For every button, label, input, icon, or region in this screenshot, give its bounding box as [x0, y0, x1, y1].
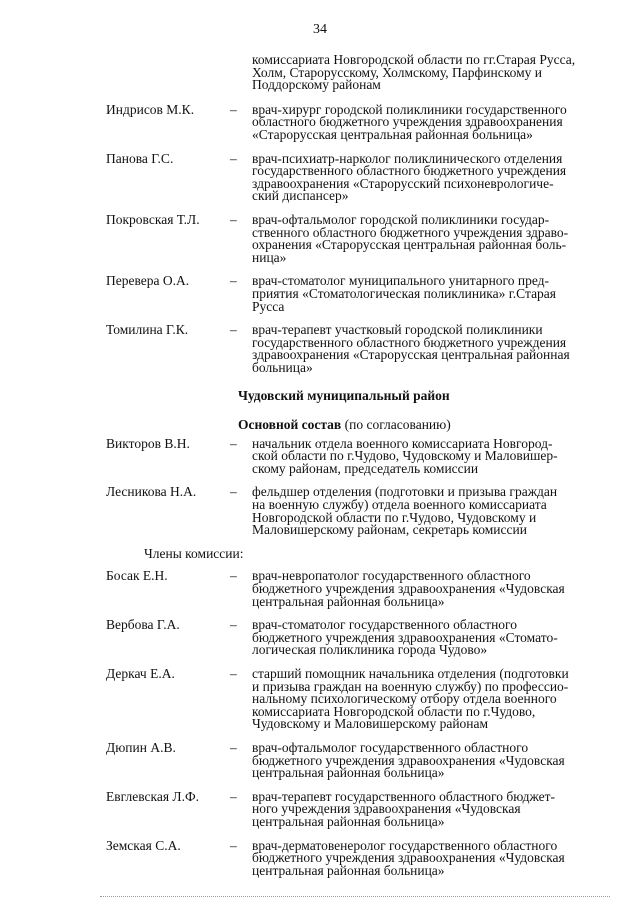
text-line: бюджетного учреждения здравоохранения «Чудовская [252, 581, 565, 596]
position-description [252, 665, 612, 732]
composition-heading [238, 419, 612, 432]
person-name: Томилина Г.К. [106, 322, 189, 338]
list-item [106, 101, 612, 142]
dash-separator: – [230, 435, 237, 451]
text-line: врач-терапевт участковый городской поликлиники [252, 322, 543, 338]
person-name: Дюпин А.В. [106, 739, 176, 755]
position-description [252, 435, 612, 476]
dash-separator: – [230, 739, 237, 755]
text-line: врач-офтальмолог городской поликлиники государ- [252, 211, 550, 227]
text-line: фельдшер отделения (подготовки и призыва граждан [252, 484, 558, 500]
text-line: начальник отдела военного комиссариата Новгород- [252, 435, 553, 451]
text-line: врач-офтальмолог государственного областного [252, 739, 529, 755]
dash-separator: – [230, 150, 237, 166]
text-line: государственного областного бюджетного учреждения [252, 334, 567, 350]
person-name: Вербова Г.А. [106, 617, 180, 633]
position-description [252, 275, 612, 313]
list-item [106, 486, 612, 536]
text-line: здравоохранения «Старорусская центральная районная [252, 347, 570, 363]
text-line: старший помощник начальника отделения (подготовки [252, 665, 569, 681]
position-description [252, 324, 612, 374]
text-line: бюджетного учреждения здравоохранения «Чудовская [252, 752, 565, 768]
entries-members [106, 570, 612, 877]
text-line: ница» [252, 249, 287, 265]
text-line: врач-стоматолог муниципального унитарного пред- [252, 273, 550, 289]
text-line: Маловишерскому районам, секретарь комиссии [252, 522, 527, 538]
dash-separator: – [230, 101, 237, 117]
text-line: Чудовскому и Маловишерскому районам [252, 716, 489, 732]
text-line: нальному психологическому отбору отдела военного [252, 691, 557, 707]
person-name: Панова Г.С. [106, 150, 174, 166]
composition-note: (по согласованию) [341, 417, 451, 433]
entries-top [106, 101, 612, 375]
text-line: ственного областного бюджетного учреждения здраво- [252, 224, 569, 240]
list-item [106, 665, 612, 732]
text-line: Поддорскому районам [252, 77, 381, 93]
text-line: ский диспансер» [252, 188, 349, 204]
text-line: Новгородской области по г.Чудово, Чудовскому и [252, 509, 537, 525]
dash-separator: – [230, 837, 237, 853]
text-line: врач-хирург городской поликлиники государственного [252, 101, 567, 117]
text-line: Холм, Старорусскому, Холмскому, Парфинскому и [252, 64, 542, 80]
text-line: и призыва граждан на военную службу) по профессио- [252, 678, 569, 694]
person-name: Евглевская Л.Ф. [106, 788, 199, 804]
person-name: Лесникова Н.А. [106, 484, 197, 500]
person-name: Индрисов М.К. [106, 101, 195, 117]
text-line: охранения «Старорусская центральная районная боль- [252, 237, 567, 253]
dash-separator: – [230, 484, 237, 500]
text-line: на военную службу) отдела военного комиссариата [252, 497, 547, 513]
dash-separator: – [230, 617, 237, 633]
footer-scan-artifact [100, 896, 610, 899]
text-line: бюджетного учреждения здравоохранения «Стомато- [252, 629, 558, 645]
text-line: «Старорусская центральная районная больница» [252, 126, 533, 142]
text-line: больница» [252, 359, 313, 375]
text-line: центральная районная больница» [252, 862, 445, 878]
text-line: ской области по г.Чудово, Чудовскому и Маловишер- [252, 448, 558, 464]
list-item [106, 837, 612, 878]
list-item [106, 570, 612, 608]
composition-label: Основной состав [238, 417, 342, 433]
position-description [252, 101, 612, 142]
person-name: Покровская Т.Л. [106, 211, 200, 227]
page-number: 34 [313, 22, 327, 37]
position-description [252, 570, 612, 608]
dash-separator: – [230, 788, 237, 804]
dash-separator: – [230, 665, 237, 681]
text-line: государственного областного бюджетного учреждения [252, 163, 567, 179]
document-body [106, 54, 612, 888]
text-line: ного учреждения здравоохранения «Чудовская [252, 801, 521, 817]
text-line: врач-стоматолог государственного областного [252, 617, 517, 633]
entries-leaders [106, 435, 612, 538]
list-item [106, 324, 612, 374]
text-line: скому районам, председатель комиссии [252, 460, 479, 476]
text-line: врач-психиатр-нарколог поликлинического отделения [252, 150, 563, 166]
person-name: Викторов В.Н. [106, 435, 190, 451]
text-line: врач-дерматовенеролог государственного областного [252, 837, 558, 853]
dash-separator: – [230, 568, 237, 584]
list-item [106, 619, 612, 657]
text-line: областного бюджетного учреждения здравоохранения [252, 114, 563, 130]
text-line: центральная районная больница» [252, 813, 445, 829]
person-name: Деркач Е.А. [106, 665, 175, 681]
text-line: комиссариата Новгородской области по гг.Старая Русса, [252, 52, 576, 67]
dash-separator: – [230, 322, 237, 338]
position-description [252, 211, 612, 265]
person-name: Босак Е.Н. [106, 568, 168, 584]
text-line: врач-невропатолог государственного областного [252, 568, 531, 584]
list-item [106, 435, 612, 476]
position-description [252, 486, 612, 536]
list-item [106, 739, 612, 781]
position-description [252, 788, 612, 829]
text-line: Русса [252, 298, 285, 314]
text-line: логическая поликлиника города Чудово» [252, 642, 488, 658]
list-item [106, 275, 612, 313]
person-name: Земская С.А. [106, 837, 181, 853]
list-item [106, 211, 612, 265]
list-item [106, 788, 612, 829]
list-item [106, 150, 612, 204]
text-line: здравоохранения «Старорусский психоневрологиче- [252, 175, 554, 191]
position-description [252, 739, 612, 781]
dash-separator: – [230, 211, 237, 227]
person-name: Перевера О.А. [106, 273, 190, 289]
text-line: бюджетного учреждения здравоохранения «Чудовская [252, 850, 565, 866]
position-description [252, 150, 612, 204]
text-line: центральная районная больница» [252, 593, 445, 609]
text-line: приятия «Стоматологическая поликлиника» г.Старая [252, 285, 557, 301]
dash-separator: – [230, 273, 237, 289]
position-description [252, 619, 612, 657]
text-line: центральная районная больница» [252, 765, 445, 781]
district-title: Чудовский муниципальный район [238, 388, 450, 404]
position-description [252, 837, 612, 878]
text-line: врач-терапевт государственного областного бюджет- [252, 788, 556, 804]
text-line: комиссариата Новгородской области по г.Чудово, [252, 703, 536, 719]
continuation-text [252, 54, 612, 92]
members-label: Члены комиссии: [144, 545, 244, 561]
